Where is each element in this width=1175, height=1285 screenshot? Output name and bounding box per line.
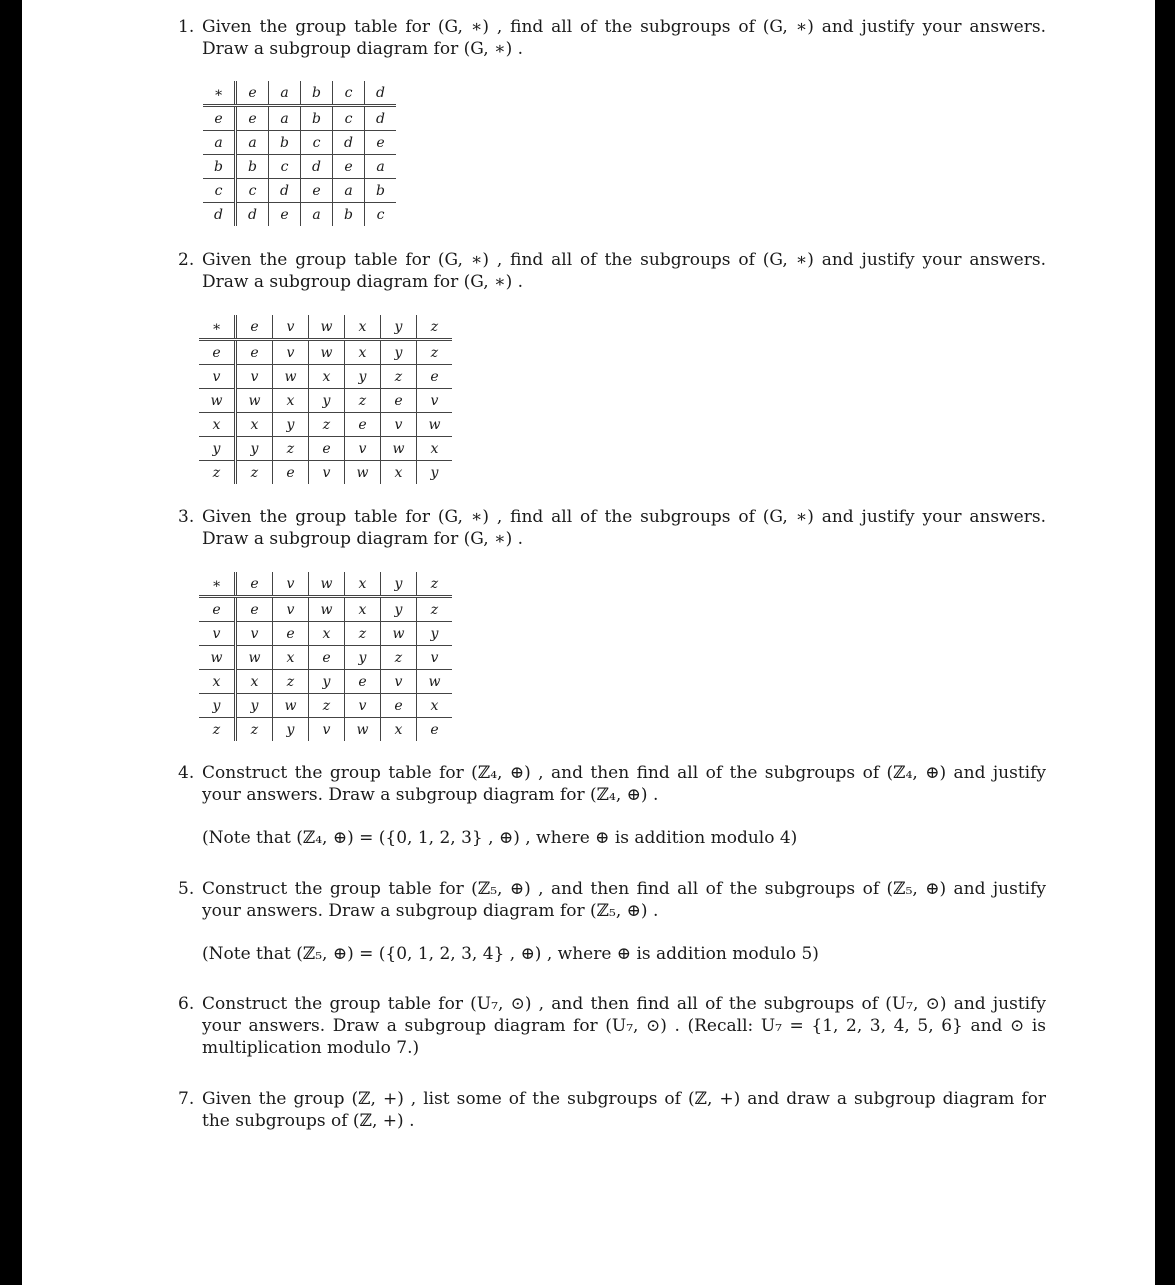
table-cell: z — [236, 461, 273, 485]
problem-text: Given the group table for (G, ∗) , find all of the subgroups of (G, ∗) and justify your answers. Draw a subgroup diagram for (G, ∗) . — [202, 17, 1046, 59]
table-header-cell: c — [203, 179, 236, 203]
table-header-cell: x — [345, 572, 381, 597]
table-cell: a — [236, 131, 269, 155]
table-cell: y — [417, 461, 453, 485]
table-cell: e — [269, 203, 301, 227]
table-cell: z — [273, 437, 309, 461]
table-header-cell: v — [273, 572, 309, 597]
table-cell: e — [345, 670, 381, 694]
table-cell: b — [236, 155, 269, 179]
table-cell: z — [309, 694, 345, 718]
problem-text: Construct the group table for (ℤ₅, ⊕) , and then find all of the subgroups of (ℤ₅, ⊕) and justify your answers. Draw a subgroup diagram for (ℤ₅, ⊕) . — [202, 879, 1046, 921]
table-header-cell: w — [199, 646, 236, 670]
operation-symbol: ∗ — [203, 81, 236, 106]
table-header-cell: w — [199, 389, 236, 413]
table-cell: e — [236, 597, 273, 622]
table-cell: v — [273, 340, 309, 365]
table-cell: w — [345, 718, 381, 742]
table-cell: z — [273, 670, 309, 694]
table-header-cell: w — [309, 315, 345, 340]
table-cell: e — [273, 461, 309, 485]
problem-text: Given the group table for (G, ∗) , find all of the subgroups of (G, ∗) and justify your answers. Draw a subgroup diagram for (G, ∗) . — [202, 250, 1046, 292]
operation-symbol: ∗ — [199, 572, 236, 597]
table-cell: x — [236, 413, 273, 437]
table-cell: e — [381, 389, 417, 413]
table-cell: w — [417, 670, 453, 694]
table-cell: a — [301, 203, 333, 227]
table-cell: x — [417, 437, 453, 461]
table-cell: v — [273, 597, 309, 622]
table-header-cell: v — [273, 315, 309, 340]
table-cell: c — [269, 155, 301, 179]
table-cell: y — [345, 646, 381, 670]
table-cell: y — [273, 718, 309, 742]
table-cell: e — [365, 131, 397, 155]
table-cell: e — [381, 694, 417, 718]
table-row — [199, 597, 452, 622]
table-cell: z — [345, 389, 381, 413]
table-header-cell: z — [417, 572, 453, 597]
table-row — [199, 437, 452, 461]
table-header-cell: e — [236, 315, 273, 340]
group-table-1 — [203, 81, 396, 226]
problem-4-note: (Note that (ℤ₄, ⊕) = ({0, 1, 2, 3} , ⊕) , where ⊕ is addition modulo 4) — [202, 828, 798, 848]
table-cell: z — [417, 340, 453, 365]
table-header-cell: z — [417, 315, 453, 340]
table-cell: y — [236, 694, 273, 718]
table-header-row — [199, 572, 452, 597]
table-cell: y — [309, 670, 345, 694]
table-row — [199, 340, 452, 365]
problem-5-note: (Note that (ℤ₅, ⊕) = ({0, 1, 2, 3, 4} , ⊕) , where ⊕ is addition modulo 5) — [202, 944, 819, 964]
problem-6 — [178, 993, 1046, 1059]
table-cell: e — [417, 718, 453, 742]
table-header-cell: y — [199, 694, 236, 718]
table-cell: b — [365, 179, 397, 203]
table-header-cell: z — [212, 721, 221, 738]
table-cell: d — [365, 106, 397, 131]
table-header-cell: e — [236, 81, 269, 106]
table-cell: y — [381, 340, 417, 365]
operation-symbol: ∗ — [199, 315, 236, 340]
table-cell: w — [236, 389, 273, 413]
table-cell: w — [236, 646, 273, 670]
table-cell: x — [273, 646, 309, 670]
table-cell: v — [381, 413, 417, 437]
table-cell: w — [345, 461, 381, 485]
problem-number: 2. — [178, 250, 195, 270]
table-header-cell: a — [203, 131, 236, 155]
table-header-cell: e — [236, 572, 273, 597]
table-header-cell: x — [199, 670, 236, 694]
table-cell: v — [236, 622, 273, 646]
table-header-cell: e — [203, 106, 236, 131]
problem-number: 1. — [178, 17, 195, 37]
table-cell: e — [309, 437, 345, 461]
table-header-cell: e — [199, 597, 236, 622]
table-cell: x — [381, 461, 417, 485]
table-row — [199, 718, 452, 742]
table-cell: w — [309, 597, 345, 622]
table-cell: z — [417, 597, 453, 622]
problem-2 — [178, 249, 1046, 293]
table-header-cell: y — [381, 572, 417, 597]
problem-text: Construct the group table for (ℤ₄, ⊕) , and then find all of the subgroups of (ℤ₄, ⊕) and justify your answers. Draw a subgroup diagram for (ℤ₄, ⊕) . — [202, 763, 1046, 805]
table-row — [203, 155, 396, 179]
table-cell: y — [309, 389, 345, 413]
problem-number: 3. — [178, 507, 195, 527]
table-cell: c — [236, 179, 269, 203]
table-cell: x — [273, 389, 309, 413]
table-cell: e — [273, 622, 309, 646]
table-cell: a — [333, 179, 365, 203]
table-row — [199, 694, 452, 718]
table-header-cell: d — [214, 206, 223, 223]
table-cell: c — [301, 131, 333, 155]
table-header-cell: y — [199, 437, 236, 461]
table-header-cell: b — [203, 155, 236, 179]
table-cell: w — [381, 622, 417, 646]
table-cell: b — [269, 131, 301, 155]
table-cell: x — [236, 670, 273, 694]
table-cell: w — [273, 365, 309, 389]
table-cell: e — [236, 340, 273, 365]
table-header-cell: b — [301, 81, 333, 106]
table-header-cell: a — [269, 81, 301, 106]
table-cell: b — [333, 203, 365, 227]
table-cell: v — [417, 389, 453, 413]
table-cell: y — [417, 622, 453, 646]
problem-number: 4. — [178, 763, 195, 783]
table-cell: d — [301, 155, 333, 179]
table-cell: z — [381, 646, 417, 670]
table-cell: w — [417, 413, 453, 437]
table-cell: e — [236, 106, 269, 131]
table-cell: y — [273, 413, 309, 437]
table-cell: v — [309, 461, 345, 485]
table-cell: e — [345, 413, 381, 437]
table-header-cell: d — [365, 81, 397, 106]
table-header-cell: c — [333, 81, 365, 106]
table-header-cell: v — [199, 622, 236, 646]
table-cell: c — [333, 106, 365, 131]
table-row — [199, 622, 452, 646]
table-row — [199, 413, 452, 437]
table-header-row — [199, 315, 452, 340]
table-cell: x — [417, 694, 453, 718]
table-row — [203, 131, 396, 155]
table-cell: d — [333, 131, 365, 155]
table-cell: d — [236, 203, 269, 227]
table-cell: w — [309, 340, 345, 365]
problem-1 — [178, 16, 1046, 60]
table-row — [203, 203, 396, 227]
table-cell: a — [269, 106, 301, 131]
problem-7 — [178, 1088, 1046, 1132]
problem-4 — [178, 762, 1046, 806]
table-cell: z — [236, 718, 273, 742]
table-cell: e — [309, 646, 345, 670]
table-cell: b — [301, 106, 333, 131]
problem-number: 6. — [178, 994, 195, 1014]
table-cell: x — [345, 340, 381, 365]
table-cell: v — [309, 718, 345, 742]
table-row — [203, 106, 396, 131]
group-table-3 — [199, 572, 452, 741]
problem-3 — [178, 506, 1046, 550]
problem-number: 5. — [178, 879, 195, 899]
table-header-cell: e — [199, 340, 236, 365]
table-header-cell: y — [381, 315, 417, 340]
table-header-cell: x — [345, 315, 381, 340]
table-cell: v — [381, 670, 417, 694]
group-table-2 — [199, 315, 452, 484]
table-cell: d — [269, 179, 301, 203]
table-row — [199, 646, 452, 670]
table-cell: a — [365, 155, 397, 179]
table-cell: y — [381, 597, 417, 622]
table-cell: y — [345, 365, 381, 389]
table-row — [199, 389, 452, 413]
table-cell: x — [309, 365, 345, 389]
table-cell: x — [381, 718, 417, 742]
table-row — [199, 670, 452, 694]
problem-text: Given the group table for (G, ∗) , find all of the subgroups of (G, ∗) and justify your answers. Draw a subgroup diagram for (G, ∗) . — [202, 507, 1046, 549]
problem-5 — [178, 878, 1046, 922]
table-cell: w — [273, 694, 309, 718]
table-header-cell: v — [199, 365, 236, 389]
table-header-cell: z — [212, 464, 221, 481]
table-cell: v — [417, 646, 453, 670]
table-header-row — [203, 81, 396, 106]
table-cell: z — [345, 622, 381, 646]
table-cell: v — [345, 694, 381, 718]
table-cell: c — [365, 203, 397, 227]
problem-number: 7. — [178, 1089, 195, 1109]
table-row — [199, 461, 452, 485]
table-cell: x — [309, 622, 345, 646]
table-cell: z — [381, 365, 417, 389]
problem-text: Construct the group table for (U₇, ⊙) , and then find all of the subgroups of (U₇, ⊙) and justify your answers. Draw a subgroup diagram for (U₇, ⊙) . (Recall: U₇ = {1, 2, 3, 4, 5, 6} and ⊙ is multiplication modulo 7.) — [202, 994, 1046, 1058]
table-cell: e — [333, 155, 365, 179]
table-cell: x — [345, 597, 381, 622]
table-row — [203, 179, 396, 203]
problem-text: Given the group (ℤ, +) , list some of the subgroups of (ℤ, +) and draw a subgroup diagram for the subgroups of (ℤ, +) . — [202, 1089, 1046, 1131]
table-cell: y — [236, 437, 273, 461]
table-header-cell: w — [309, 572, 345, 597]
document-page — [22, 0, 1155, 1285]
table-cell: z — [309, 413, 345, 437]
table-cell: v — [345, 437, 381, 461]
table-cell: v — [236, 365, 273, 389]
table-row — [199, 365, 452, 389]
table-cell: e — [301, 179, 333, 203]
table-header-cell: x — [199, 413, 236, 437]
table-cell: e — [417, 365, 453, 389]
table-cell: w — [381, 437, 417, 461]
